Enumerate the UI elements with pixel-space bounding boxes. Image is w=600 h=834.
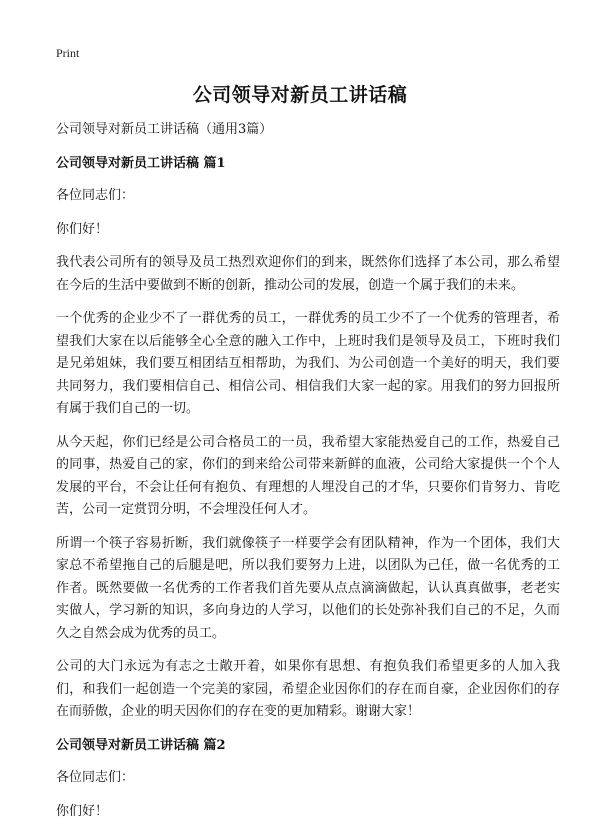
document-title: 公司领导对新员工讲话稿 — [192, 84, 408, 106]
salutation-2: 各位同志们： — [56, 770, 135, 785]
section-heading-2: 公司领导对新员工讲话稿 篇2 — [56, 737, 226, 753]
salutation-1: 各位同志们： — [56, 188, 135, 203]
greeting-2: 你们好！ — [56, 803, 109, 819]
paragraph: 所谓一个筷子容易折断，我们就像筷子一样要学会有团队精神，作为一个团体，我们大家总不希望拖自己的后腿是吧，所以我们要努力上进，以团队为己任，做一名优秀的工作者。既然要做一名优秀的工作者我们首先要从点点滴滴做起，认认真真做事，老老实实做人，学习新的知识，多向身边的人学习，以他们的长处弥补我们自己的不足，久而久之自然会成为优秀的员工。 — [56, 535, 560, 641]
document-subtitle: 公司领导对新员工讲话稿（通用3篇） — [56, 122, 273, 137]
paragraph: 公司的大门永远为有志之士敞开着，如果你有思想、有抱负我们希望更多的人加入我们，和我们一起创造一个完美的家园，希望企业因你们的存在而自豪，企业因你们的存在而骄傲，企业的明天因你们的存在变的更加精彩。谢谢大家！ — [56, 659, 560, 719]
section-heading-1: 公司领导对新员工讲话稿 篇1 — [56, 155, 226, 171]
paragraph: 我代表公司所有的领导及员工热烈欢迎你们的到来，既然你们选择了本公司，那么希望在今后的生活中要做到不断的创新，推动公司的发展，创造一个属于我们的未来。 — [56, 255, 560, 293]
greeting-1: 你们好！ — [56, 221, 109, 237]
paragraph: 一个优秀的企业少不了一群优秀的员工，一群优秀的员工少不了一个优秀的管理者，希望我们大家在以后能够全心全意的融入工作中，上班时我们是领导及员工，下班时我们是兄弟姐妹，我们要互相团结互相帮助，为我们、为公司创造一个美好的明天，我们要共同努力，我们要相信自己、相信公司、相信我们大家一起的家。用我们的努力回报所有属于我们自己的一切。 — [56, 311, 560, 416]
document-body — [56, 119, 560, 834]
print-link[interactable]: Print — [56, 46, 80, 60]
paragraph: 从今天起，你们已经是公司合格员工的一员，我希望大家能热爱自己的工作，热爱自己的同事，热爱自己的家，你们的到来给公司带来新鲜的血液，公司给大家提供一个个人发展的平台，不会让任何有抱负、有理想的人埋没自己的才华，只要你们肯努力、肯吃苦，公司一定赏罚分明，不会埋没任何人才。 — [56, 434, 560, 517]
